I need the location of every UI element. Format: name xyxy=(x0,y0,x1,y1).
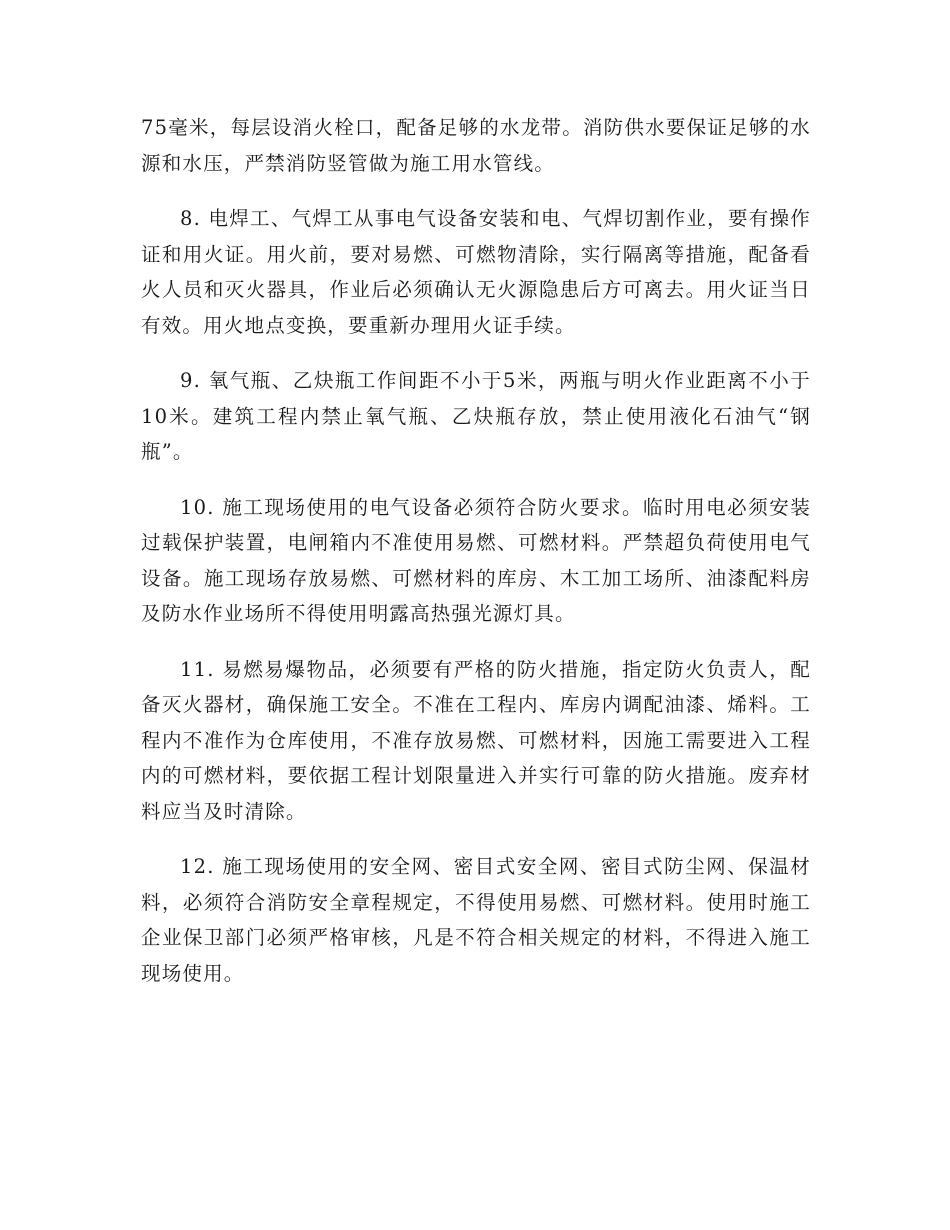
paragraph-item-11: 11. 易燃易爆物品，必须要有严格的防火措施，指定防火负责人，配备灭火器材，确保施工安全。不准在工程内、库房内调配油漆、烯料。工程内不准作为仓库使用，不准存放易燃、可燃材料，因施工需要进入工程内的可燃材料，要依据工程计划限量进入并实行可靠的防火措施。废弃材料应当及时清除。 xyxy=(141,657,811,823)
paragraph-continuation: 75毫米，每层设消火栓口，配备足够的水龙带。消防供水要保证足够的水源和水压，严禁消防竖管做为施工用水管线。 xyxy=(141,116,811,175)
paragraph-item-8: 8. 电焊工、气焊工从事电气设备安装和电、气焊切割作业，要有操作证和用火证。用火前，要对易燃、可燃物清除，实行隔离等措施，配备看火人员和灭火器具，作业后必须确认无火源隐患后方可离去。用火证当日有效。用火地点变换，要重新办理用火证手续。 xyxy=(141,207,811,337)
document-page xyxy=(141,110,811,1011)
paragraph-item-12: 12. 施工现场使用的安全网、密目式安全网、密目式防尘网、保温材料，必须符合消防安全章程规定，不得使用易燃、可燃材料。使用时施工企业保卫部门必须严格审核，凡是不符合相关规定的材料，不得进入施工现场使用。 xyxy=(141,855,811,985)
paragraph-item-9: 9. 氧气瓶、乙炔瓶工作间距不小于5米，两瓶与明火作业距离不小于10米。建筑工程内禁止氧气瓶、乙炔瓶存放，禁止使用液化石油气“钢瓶”。 xyxy=(141,369,811,463)
paragraph-item-10: 10. 施工现场使用的电气设备必须符合防火要求。临时用电必须安装过载保护装置，电闸箱内不准使用易燃、可燃材料。严禁超负荷使用电气设备。施工现场存放易燃、可燃材料的库房、木工加工场所、油漆配料房及防水作业场所不得使用明露高热强光源灯具。 xyxy=(141,495,811,625)
